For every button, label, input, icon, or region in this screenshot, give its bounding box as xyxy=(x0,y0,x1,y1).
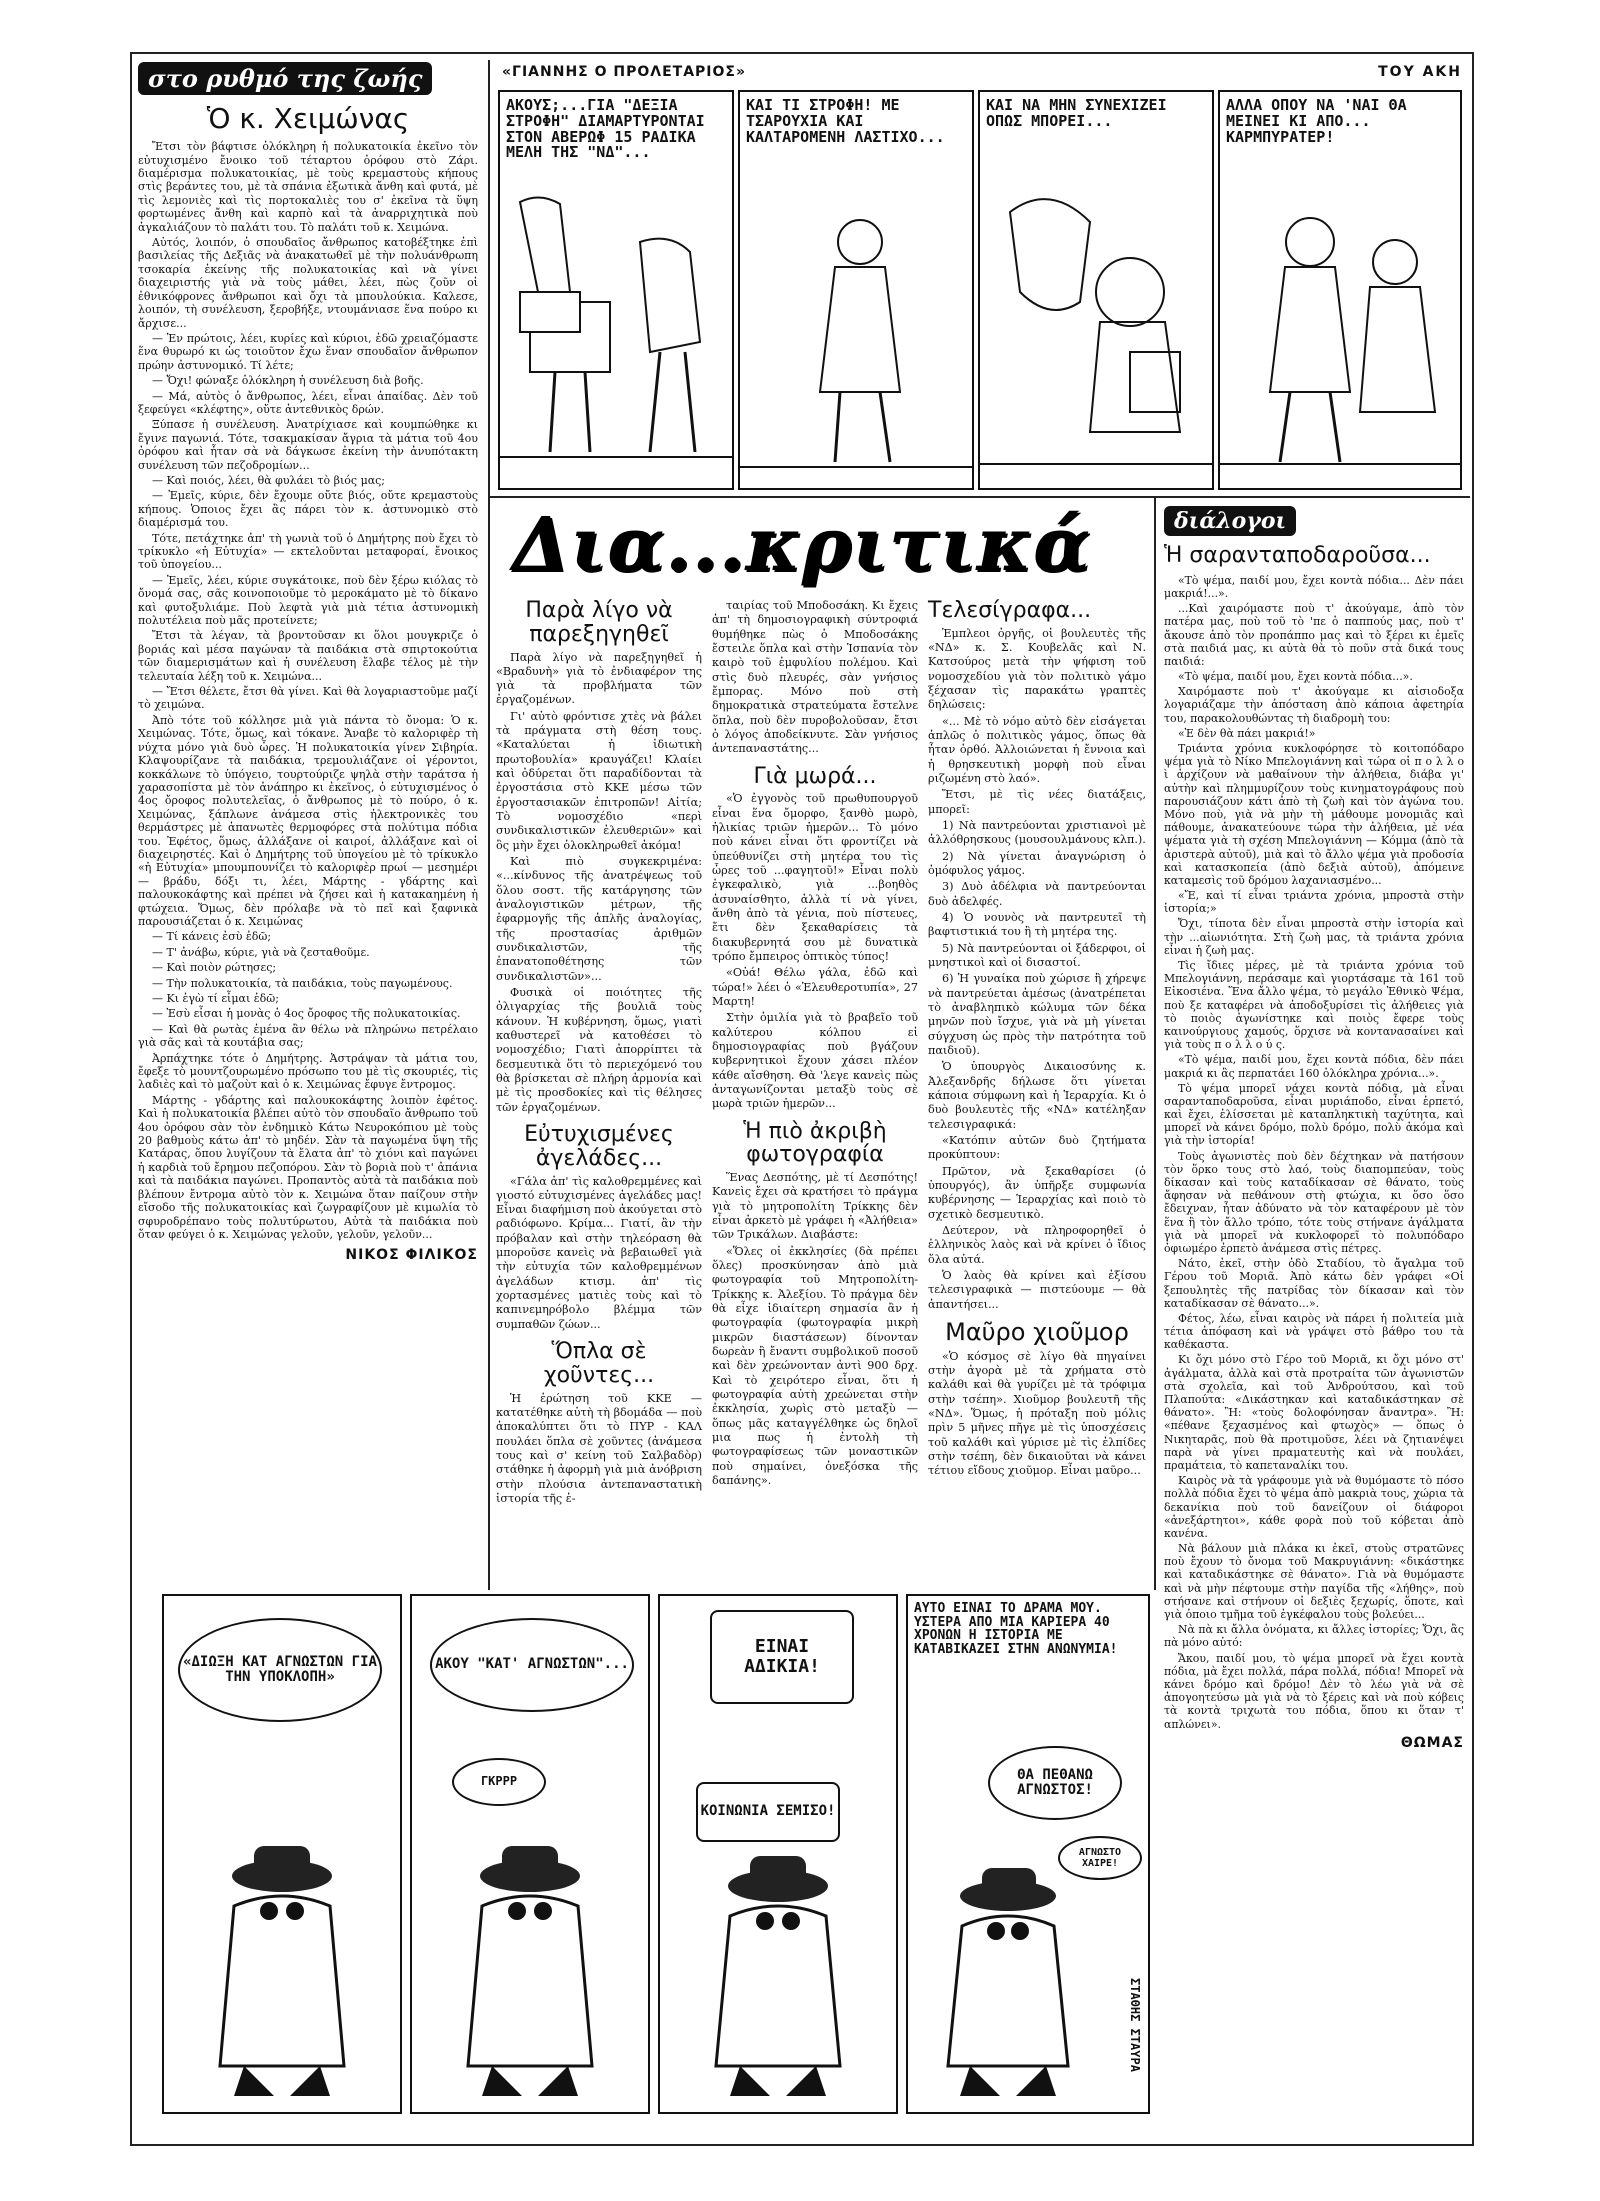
panel-2-caption: ΚΑΙ ΤΙ ΣΤΡΟΦΗ! ΜΕ ΤΣΑΡΟΥΧΙΑ ΚΑΙ ΚΑΛΤΑΡΟΜΕΝΗ ΛΑΣΤΙΧΟ... xyxy=(746,96,945,146)
paragraph: — Ἐμεῖς, λέει, κύριε συγκάτοικε, ποὺ δὲν ξέρω κιόλας τὸ ὄνομά σας, σᾶς κοινοποιοῦμε τὸ μεροκάματο μὲ τὸ δίκανο καὶ φυτοξυλιάμε. Ποὺ λεφτὰ γιὰ μιὰ τέτια ἀστυνομικὴ πολυτέλεια ποὺ μᾶς προτείνετε; xyxy=(138,573,478,628)
paragraph: «Ἔ, καὶ τί εἶναι τριάντα χρόνια, μπροστὰ στὴν ἱστορία;» xyxy=(1164,889,1464,916)
right-article-body xyxy=(1164,574,1464,1731)
panel-3-drawing xyxy=(980,92,1212,488)
strip-author: ΤΟΥ ΑΚΗ xyxy=(1378,64,1462,80)
strip-divider xyxy=(490,496,1470,498)
top-strip-panel-1 xyxy=(498,90,734,490)
paragraph: Μάρτης - γδάρτης καὶ παλουκοκάφτης λοιπὸν ἐφέτος. Καὶ ἡ πολυκατοικία βλέπει αὐτὸ τὸν σπουδαῖο ἄνθρωπο τοῦ 4ου ὀρόφου σὰν τὸν ἐνδημικὸ Κάτω Νευροκόπιου μὲ τοὺς 20 βαθμοὺς κάτω ἀπ' τὸ μηδέν. Σὰν τὰ παγωμένα ὕψη τῆς Κατάρας, ὅπου λυγίζουν τὰ ἔλατα ἀπ' τὸ χιόνι καὶ παγώνει ἡ καρδιὰ τοῦ ἔρημου πεζοπόρου. Σὰν τὸ βοριὰ ποὺ τ' ἀπάνια καὶ τὰ παιδάκια παγώνει. Προπαντὸς αὐτὰ τὰ παιδάκια ποὺ βλέπουν ἔντρομα αὐτὸ τὸν κ. Χειμώνα ὅταν παίζουν στὴν εἴσοδο τῆς πολυκατοικίας καὶ ζωγραφίζουν μὲ κιμωλία τὸ σφυροδρέπανο τοὺς πολυτύρωτου, Αὐτὰ τὰ παιδάκια ποὺ ὅταν φεύγει ὁ κ. Χειμώνας γελοῦν, γελοῦν, γελοῦν... xyxy=(138,1093,478,1241)
paragraph: — Καὶ ποιός, λέει, θὰ φυλάει τὸ βιός μας; xyxy=(152,473,386,487)
paragraph: — Τὴν πολυκατοικία, τὰ παιδάκια, τοὺς παγωμένους. xyxy=(152,976,453,990)
p4-spy-figure xyxy=(908,1596,1148,2112)
paragraph: — Τί κάνεις ἐσὺ ἐδῶ; xyxy=(152,930,272,944)
left-column-divider xyxy=(488,60,490,1590)
paragraph: «Οὐά! Θέλω γάλα, ἐδῶ καὶ τώρα!» λέει ὁ «Ἐλευθεροτυπία», 27 Μαρτη! xyxy=(712,966,918,1008)
top-strip-panel-2 xyxy=(738,90,974,490)
panel-4-drawing xyxy=(1220,92,1460,488)
paragraph: «Ὁ κόσμος σὲ λίγο θὰ πηγαίνει στὴν ἀγορὰ μὲ τὰ χρήματα στὸ καλάθι καὶ θὰ γυρίζει μὲ τὰ τρόφιμα στὴν τσέπη». Χιοῦμορ βουλευτῆ τῆς «ΝΔ». Ὅμως, ἡ πρόταξη ποὺ μόλις πρὶν 5 μῆνες πῆγε μὲ τὶς ὑποσχέσεις τοῦ καλάθι καὶ γύρισε μὲ τὶς ἐλπίδες στὴν τσέπη, δὲν δικαιοῦται νὰ κάνει τέτιου εἴδους χιοῦμορ. Εἶναι μαῦρο... xyxy=(928,1349,1146,1478)
col3-s2-body xyxy=(712,792,918,1111)
paragraph: — Τ' ἀνάβω, κύριε, γιὰ νὰ ζεσταθοῦμε. xyxy=(152,945,370,959)
panel-4-caption: ΑΛΛΑ ΟΠΟΥ ΝΑ 'ΝΑΙ ΘΑ ΜΕΙΝΕΙ ΚΙ ΑΠΟ... ΚΑΡΜΠΥΡΑΤΕΡ! xyxy=(1226,96,1407,146)
col2-s1-body xyxy=(496,651,702,1116)
col4-s2-title: Μαῦρο χιοῦμορ xyxy=(945,1317,1129,1346)
paragraph: — Καὶ θὰ ρωτὰς ἐμένα ἂν θέλω νὰ πληρώνω πετρέλαιο γιὰ σᾶς καὶ τὰ κουτάβια σας; xyxy=(138,1022,478,1050)
paragraph: Φέτος, λέω, εἶναι καιρὸς νὰ πάρει ἡ πολιτεία μιὰ τέτια ἀπόφαση καὶ νὰ γράψει στὸ βάθρο του τὰ καθέκαστα. xyxy=(1164,1311,1464,1352)
paragraph: Ὁ ὑπουργὸς Δικαιοσύνης κ. Ἀλεξανδρῆς δήλωσε ὅτι γίνεται κάποια σύμφωνη καὶ ἡ Ἱεραρχία. Κι ὁ δυὸ βουλευτὲς τῆς «ΝΔ» κατέληξαν τελεσιγραφικά: xyxy=(928,1060,1146,1131)
paragraph: Νὰ πὰ κι ἄλλα ὀνόματα, κι ἄλλες ἱστορίες; Ὄχι, ἂς πὰ μόνο αὐτό: xyxy=(1164,1623,1464,1650)
paragraph: «Κατόπιν αὐτῶν δυὸ ζητήματα προκύπτουν: xyxy=(928,1133,1146,1162)
p1-speech-bubble: «ΔΙΩΞΗ ΚΑΤ ΑΓΝΩΣΤΩΝ ΓΙΑ ΤΗΝ ΥΠΟΚΛΟΠΗ» xyxy=(178,1618,382,1722)
p2-spy-figure xyxy=(412,1596,648,2112)
paragraph: Καιρὸς νὰ τὰ γράφουμε γιὰ νὰ θυμόμαστε τὸ πόσο πολλὰ πόδια ἔχει τὸ ψέμα ἀπὸ μακριὰ τους, χώρια τὰ δεκανίκια ποὺ τοῦ δανείζουν οἱ διάφοροι «ἀνεξάρτητοι», κάθε φορὰ ποὺ τοῦ κόβεται ἀπὸ κανένα. xyxy=(1164,1474,1464,1540)
paragraph: 5) Νὰ παντρεύονται οἱ ξάδερφοι, οἱ μνηστικοὶ καὶ οἱ δισαστοί. xyxy=(928,941,1146,969)
paragraph: Δεύτερον, νὰ πληροφορηθεῖ ὁ ἑλληνικὸς λαὸς καὶ νὰ κρίνει ὁ ἴδιος ὅλα αὐτά. xyxy=(928,1223,1146,1266)
col4-s1-title: Τελεσίγραφα... xyxy=(928,598,1092,623)
col4 xyxy=(928,599,1146,1481)
newspaper-page xyxy=(130,52,1474,2146)
col2-s2-body xyxy=(496,1175,702,1333)
col3 xyxy=(712,599,918,1490)
paragraph: Νάτο, ἐκεῖ, στὴν ὁδὸ Σταδίου, τὸ ἄγαλμα τοῦ Γέρου τοῦ Μοριᾶ. Ἀπὸ κάτω δὲν γράφει «Οἱ ξεπουλητὲς τῆς πατρίδας τὸν δίκασαν καὶ τὸν καταδίκασαν σὲ θάνατο...». xyxy=(1164,1257,1464,1310)
banner xyxy=(512,502,1091,592)
paragraph: Τοὺς ἀγωνιστὲς ποὺ δὲν δέχτηκαν νὰ πατήσουν τὸν ὅρκο τους στὸ λαό, τοὺς διαπομπεύαν, τοὺς δίκασαν καὶ τοὺς καταδίκασαν σὲ θάνατο, τοὺς ἄφησαν νὰ πεθάνουν στὴ φτώχια, κι ὅσο ὅσο ἔδειχναν, ἦταν ἀδύνατο νὰ τὸν καταφέρουν μὲ τὸν ἕνα ἢ τὸν ἄλλο τρόπο, τότε τοὺς στήνανε ἀγάλματα γιὰ νὰ μπορεῖ νὰ κυκλοφορεῖ τὸ πολυπόδαρο ὀφιωμέρο ἐρπετὸ ἀνάμεσα στὶς πέτρες. xyxy=(1164,1149,1464,1255)
col3-s2-title: Γιὰ μωρά... xyxy=(753,763,877,789)
paragraph: Τὸ ψέμα μπορεῖ νάχει κοντὰ πόδια, μὰ εἶναι σαρανταποδαροῦσα, εἶναι μυριάποδο, εἶναι ἑρπετό, καὶ ἔχει, ἐλίσσεται μὲ καταπληκτικὴ ταχύτητα, καὶ μπορεῖ νὰ κάνει δρόμο, πολὺ δρόμο, πολὺ ἀκόμα καὶ γιὰ τὴν ἱστορία! xyxy=(1164,1081,1464,1148)
left-article-title: Ὁ κ. Χειμώνας xyxy=(206,102,410,135)
right-column-divider xyxy=(1154,498,1156,1590)
strip-title: «ΓΙΑΝΝΗΣ Ο ΠΡΟΛΕΤΑΡΙΟΣ» xyxy=(502,64,747,80)
paragraph: Τότε, πετάχτηκε ἀπ' τὴ γωνιὰ τοῦ ὁ Δημήτρης ποὺ ἔχει τὸ τρίκυκλο «ἡ Εὐτυχία» — εκτελοῦνται μεταφοραί, ἔνοικος τοῦ ὑπογείου... xyxy=(138,531,478,572)
paragraph: 6) Ἡ γυναίκα ποὺ χώρισε ἢ χήρεψε νὰ παντρεύεται ἀμέσως (ἀνατρέπεται τὸ ἀναβληπικὸ κώλυμα τῶν δέκα μηνῶν ποὺ ἴσχυε, γιὰ νὰ μὴ γίνεται σύγχυση ὡς πρὸς τὴν πατρότητα τοῦ παιδιοῦ). xyxy=(928,972,1146,1057)
paragraph: Χαιρόμαστε ποὺ τ' ἀκούγαμε κι αἰσιοδοξα λογαριάζαμε τὴν ἀπόσταση ἀπὸ κάποια ἀφετηρία του, παρακολουθώντας τὴ διαδρομὴ του: xyxy=(1164,685,1464,725)
left-article-signature: ΝΙΚΟΣ ΦΙΛΙΚΟΣ xyxy=(345,1247,478,1264)
paragraph: — Ἐσὺ εἶσαι ἡ μονὰς ὁ 4ος ὄροφος τῆς πολυκατοικίας. xyxy=(152,1007,461,1021)
paragraph: — Ἐν πρώτοις, λέει, κυρίες καὶ κύριοι, ἐδῶ χρειαζόμαστε ἕνα θυρωρό κι ὡς τοιοῦτον ἔχω ἕναν σπουδαῖον ἄνθρωπον πρώην ἀστυνομικό. Τί λέτε; xyxy=(138,331,478,372)
paragraph: — Ὄχι! φώναξε ὁλόκληρη ἡ συνέλευση διὰ βοῆς. xyxy=(152,374,424,388)
paragraph: Γι' αὐτὸ φρόντισε χτὲς νὰ βάλει τὰ πράγματα στὴ θέση τους. «Καταλύεται ἡ ἰδιωτικὴ πρωτοβουλία» κραυγάζει! Κλαίει καὶ ὀδύρεται ὅτι παραδίδονται τὰ ἐργοστάσια στὸ ΚΚΕ μέσω τῶν ἐργοστασιακῶν ἐπιτροπῶν! Αἰτία; Τὸ νομοσχέδιο «περὶ συνδικαλιστικῶν ἐλευθεριῶν» καὶ ὃς μὴν ἔχει ὁλοκληρωθεῖ ἀκόμα! xyxy=(496,709,702,852)
col2-s3-title: Ὅπλα σὲ χοῦντες... xyxy=(543,1339,655,1388)
paragraph: Ἀρπάχτηκε τότε ὁ Δημήτρης. Ἀστράψαν τὰ μάτια του, ἔφεξε τὸ μουντζουρωμένο πρόσωπο του μὲ τὶς σκουριές, τὶς λαδιὲς καὶ τὸ μαζοὺτ καὶ ὁ κ. Χειμώνας ἔφυγε ἔντρομος. xyxy=(138,1051,478,1092)
paragraph: Κι ὄχι μόνο στὸ Γέρο τοῦ Μοριᾶ, κι ὄχι μόνο στ' ἀγάλματα, ἀλλὰ καὶ στὰ προτραίτα τῶν ἀγωνιστῶν στὰ σχολεῖα, καὶ τοῦ Ἀνδρούτσου, καὶ τοῦ Πλαπούτα: «Δικάστηκαν καὶ καταδικάστηκαν σὲ θάνατο». Ἢ: «τοὺς δολοφόνησαν ἄναντρα». Ἢ: «πέθανε ξεχασμένος καὶ φτωχὸς» — ὅπως ὁ Νικηταρᾶς, ποὺ θὰ προτιμοῦσε, λέει νὰ ζητιανέψει παρὰ νὰ γίνει πραματευτὴς καὶ νὰ πουλάει, πραμάτεια, τὸ καπεταναλίκι του. xyxy=(1164,1353,1464,1472)
paragraph: Ἡ ἐρώτηση τοῦ ΚΚΕ — κατατέθηκε αὐτὴ τὴ βδομάδα — ποὺ ἀποκαλύπτει ὅτι τὸ ΠΥΡ - ΚΑΛ πουλάει ὅπλα σὲ χοῦντες (ἀνάμεσα τους καὶ σ' κείνη τοῦ Σαλβαδὸρ) στάθηκε ἡ ἀφορμὴ γιὰ μιὰ ἀνόβριση στὴν πλούσια ἀντεπαναστατικὴ ἱστορία τῆς ἑ- xyxy=(496,1391,702,1505)
col4-s1-body xyxy=(928,627,1146,1312)
right-kicker: διάλογοι xyxy=(1164,506,1296,536)
paragraph: — Ἔτσι θέλετε, ἔτσι θὰ γίνει. Καὶ θὰ λογαριαστοῦμε μαζί τὸ χειμώνα. xyxy=(138,685,478,712)
top-strip-panel-3 xyxy=(978,90,1214,490)
paragraph: Ὄχι, τίποτα δὲν εἶναι μπροστὰ στὴν ἱστορία καὶ τὴν ...αἰωνιότητα. Στὴ ζωὴ μας, τὰ τριάντα χρόνια εἶναι ἡ ζωὴ μας. xyxy=(1164,917,1464,957)
paragraph: «... Μὲ τὸ νόμο αὐτὸ δὲν εἰσάγεται ἁπλῶς ὁ πολιτικὸς γάμος, ὅπως θὰ ἦταν ὀρθό. Ἀλλοιώνεται ἡ ἔννοια καὶ ἡ θρησκευτικὴ μορφὴ ποὺ εἶναι ριζωμένη στὸ λαό». xyxy=(928,714,1146,786)
paragraph: ...Καὶ χαιρόμαστε ποὺ τ' ἀκούγαμε, ἀπὸ τὸν πατέρα μας, ποὺ τοῦ τὸ 'πε ὁ παππούς μας, ποὺ τ' ἄκουσε ἀπὸ τὸν προπάππο μας καὶ τὸ ξέρει κι ἐμεῖς στὰ παιδιά μας, κι αὐτὰ θὰ τὸ ποῦν στὰ δικά τους παιδιά: xyxy=(1164,602,1464,668)
col2-s1-title: Παρὰ λίγο νὰ παρεξηγηθεῖ xyxy=(525,598,673,647)
paragraph: Ἕνας Δεσπότης, μὲ τί Δεσπότης! Κανεὶς ἔχει σὰ κρατήσει τὸ πράγμα γιὰ τὸ μητροπολίτη Τρίκκης δὲν εἶναι ἀρκετὸ μὲ γράφει ἡ «Ἀλήθεια» τῶν Τρικάλων. Διαβάστε: xyxy=(712,1171,918,1242)
col4-s2-body xyxy=(928,1350,1146,1479)
paragraph: «Ἐ δὲν θὰ πάει μακριά!» xyxy=(1178,726,1316,740)
col3-s3-body xyxy=(712,1171,918,1488)
p4-speech-bubble: ΘΑ ΠΕΘΑΝΩ ΑΓΝΩΣΤΟΣ! xyxy=(988,1746,1122,1820)
paragraph: 1) Νὰ παντρεύονται χριστιανοὶ μὲ ἀλλόθρησκους (μουσουλμάνους κλπ.). xyxy=(928,819,1146,847)
paragraph: Αὐτός, λοιπόν, ὁ σπουδαῖος ἄνθρωπος κατοβέξτηκε ἐπὶ βασιλείας τῆς Δεξιᾶς νὰ ἀνακατωθεῖ μὲ τὴν πολυάνθρωπη τσοκαρία ἐκείνης τῆς πολυκατοικίας καὶ νὰ γίνει διαχειριστής γιὰ νὰ τοὺς μάθει, λέει, πὼς ζοῦν οἱ ἐθνικόφρονες ἄνθρωποι καὶ ὄχι τὰ μπουλούκια. Καλεσε, λοιπόν, τὴ συνέλευση, ξεροβήξε, ντουμάνιασε ἕνα πούρο κι ἄρχισε... xyxy=(138,236,478,330)
paragraph: Παρὰ λίγο νὰ παρεξηγηθεῖ ἡ «Βραδυνὴ» γιὰ τὸ ἐνδιαφέρον της γιὰ τὰ προβλήματα τῶν ἐργαζομένων. xyxy=(496,650,702,707)
paragraph: 2) Νὰ γίνεται ἀναγνώριση ὁ ὁμόφυλος γάμος. xyxy=(928,849,1146,877)
panel-1-drawing xyxy=(500,92,732,488)
p4-speech-bubble-2: ΑΓΝΩΣΤΟ ΧΑΙΡΕ! xyxy=(1058,1836,1142,1880)
col2-s3-body xyxy=(496,1392,702,1507)
paragraph: Πρῶτον, νὰ ξεκαθαρίσει (ὁ ὑπουργός), ἂν ὑπῆρξε συμφωνία κυβέρνησης — Ἱεραρχίας καὶ ποιὸ τὸ σχετικὸ δεσμευτικὸ. xyxy=(928,1164,1146,1221)
top-strip-panel-4 xyxy=(1218,90,1462,490)
right-article-title: Ἡ σαρανταποδαροῦσα... xyxy=(1164,543,1431,568)
paragraph: Καὶ πιὸ συγκεκριμένα: «...κίνδυνος τῆς ἀνατρέψεως τοῦ ὅλου σοστ. τῆς κατάργησης τῶν ἀναλογιστικῶν μέτρων, τῆς ἐφαρμογῆς τῆς ἁπλῆς ἀναλογίας, τῆς προστασίας ἀριθμῶν συνδικαλιστῶν, τῆς ἐπανατοποθέτησης τῶν συνδικαλιστῶν»... xyxy=(496,855,702,983)
panel-3-caption: ΚΑΙ ΝΑ ΜΗΝ ΣΥΝΕΧΙΖΕΙ ΟΠΩΣ ΜΠΟΡΕΙ... xyxy=(986,96,1167,130)
bottom-comic-strip xyxy=(162,1594,1148,2114)
bottom-strip-panel-4 xyxy=(906,1594,1150,2114)
bottom-strip-panel-3 xyxy=(658,1594,898,2114)
paragraph: «Γάλα ἀπ' τὶς καλοθρεμμένες καὶ γιοστό εὐτυχισμένες ἀγελάδες μας! Εἶναι διαφήμιση ποὺ ἀκούγεται στὸ ραδιόφωνο. Κρίμα... Γιατί, ἂν τὴν πρόβαλαν καὶ στὴν τηλεόραση θὰ μποροῦσε κανεὶς νὰ βεβαιωθεῖ γιὰ τὴν εὐτυχία τῶν καλοθρεμμένων ἀγελάδων κτισμ. ἀπ' τὶς χορτασμένες ματιὲς τοὺς καὶ τὸ καπινεμηρόβολο βλέμμα τῶν συμπαθῶν ζώων... xyxy=(496,1174,702,1331)
col2 xyxy=(496,599,702,1508)
p3-speech-bubble-2: ΚΟΙΝΩΝΙΑ ΣΕΜΙΣΟ! xyxy=(696,1782,840,1842)
p2-speech-bubble-2: ΓΚΡΡΡ xyxy=(452,1758,546,1806)
col3-s3-title: Ἡ πιὸ ἀκριβὴ φωτογραφία xyxy=(743,1118,887,1168)
artist-signature: ΣΤΑΘΗΣ ΣΤΑΥΡΑ xyxy=(1128,1978,1142,2072)
p3-spy-figure xyxy=(660,1596,896,2112)
p3-speech-bubble: ΕΙΝΑΙ ΑΔΙΚΙΑ! xyxy=(710,1610,854,1704)
column-kicker-left xyxy=(138,62,432,95)
col3-s1-body xyxy=(712,599,918,757)
paragraph: Ξύπασε ἡ συνέλευση. Ἀνατρίχιασε καὶ κουμπώθηκε κι ἔγινε παγωνιά. Τότε, τσακμακίσαν ἄγρια τὰ μάτια τοῦ 4ου ὀρόφου καὶ ἦταν σὰ νὰ δάγκωσε ἐκείνη τὴν ἀνυπότακτη συνέλευση τῶν πεζοδρομίων... xyxy=(138,418,478,472)
paragraph: ταιρίας τοῦ Μποδοσάκη. Κι ἔχεις ἀπ' τὴ δημοσιογραφικὴ σύντροφιά θυμήθηκε πὼς ὁ Μποδοσάκης ἔστειλε ὅπλα καὶ στὴν Ἱσπανία τὸν καιρὸ τοῦ ἐμφυλίου πολέμου. Καὶ στὶς δυὸ πλευρές, σὰν γνήσιος ἔμπορας. Μόνο ποὺ στὴ δημοκρατικὰ στρατεύματα ἔστελνε ὅπλα, ποὺ δὲν πυροβολοῦσαν, ἔτσι ὁ λόγος ἀποδείκνυτε. Σὰν γνήσιος ἀντεπαναστάτης... xyxy=(712,599,918,756)
paragraph: «Τὸ ψέμα, παιδί μου, ἔχει κοντὰ πόδια... Δὲν πάει μακριά!...». xyxy=(1164,573,1464,600)
bottom-strip-panel-2 xyxy=(410,1594,650,2114)
paragraph: «Ὁ ἐγγονὸς τοῦ πρωθυπουργοῦ εἶναι ἕνα ὄμορφο, ξανθὸ μωρὸ, ἡλικίας τριῶν ἡμερῶν... Τὸ μόνο ποὺ κάνει εἶναι ὅτι φροντίζει νὰ ὑπεύθυνίζει στὴ μητέρα του τὶς ὧρες τοῦ ...φαγητοῦ!» Εἶναι πολὺ ἐγκεφαλικὸ, γιὰ ...βοηθὸς ἀσυναίσθητο, ἀλλὰ τί νὰ γίνει, ἄνθη ἀπὸ τὰ γένια, ποὺ πίστευες, ἔτι δὲν ξεκαθαρίσεις τὰ διακυβερνητά σου μὲ δυνατικὰ τρόπο ἔμπειρος ὀπτικὸς τύπος! xyxy=(712,792,918,963)
paragraph: Ἔτσι, μὲ τὶς νέες διατάξεις, μπορεῖ: xyxy=(928,788,1146,816)
right-article xyxy=(1164,506,1464,1751)
paragraph: Φυσικὰ οἱ ποιότητες τῆς ὀλιγαρχίας τῆς βουλιᾶ τοὺς κάνουν. Ἡ κυβέρνηση, ὅμως, γιατὶ καθυστερεῖ νὰ κατοθέσει τὸ νομοσχέδιο; Γιατὶ ἀπορρίπτει τὰ δεσμευτικὰ ὅτι τὸ περιεχόμενό του θὰ βρίσκεται σὲ πλήρη ἁρμονία καὶ μὲ τὶς προσδοκίες καὶ τὶς θέλησες τῶν ἐργαζομένων. xyxy=(496,986,702,1114)
paragraph: — Ἐμεῖς, κύριε, δὲν ἔχουμε οὔτε βιός, οὔτε κρεμαστοὺς κήπους. Ὁποιος ἔχει ἂς πάρει τὸν κ. ἀστυνομικὸ στὸ διαμέρισμά του. xyxy=(138,489,478,530)
left-article-body xyxy=(138,140,478,1241)
left-article xyxy=(138,100,478,1263)
p4-caption: ΑΥΤΟ ΕΙΝΑΙ ΤΟ ΔΡΑΜΑ ΜΟΥ. ΥΣΤΕΡΑ ΑΠΟ ΜΙΑ ΚΑΡΙΕΡΑ 40 ΧΡΟΝΩΝ Η ΙΣΤΟΡΙΑ ΜΕ ΚΑΤΑΒΙΚΑΖΕΙ ΣΤΗΝ ΑΝΩΝΥΜΙΑ! xyxy=(914,1601,1118,1657)
bottom-strip-panel-1 xyxy=(162,1594,402,2114)
paragraph: Ἔτσι τὸν βάφτισε ὁλόκληρη ἡ πολυκατοικία ἐκεῖνο τὸν εὐτυχισμένο ἔνοικο τοῦ τέταρτου ὀρόφου στὸ Ζάρι. διαμέρισμα πολυκατοικίας, μὲ τοὺς κρεμαστοὺς κήπους στὶς βεράντες του, μὲ τὰ σπάνια ἐξωτικὰ ἄνθη καὶ φυτά, μὲ τὶς λεμονιὲς καὶ τὶς πορτοκαλιὲς του σ' ἐκεῖνα τὰ ὕψη φορτωμένες ἄνθη καὶ καρπὸ καὶ τὰ ἀναρριχητικὰ ποὺ ἀγκαλιάζουν τὸ παλάτι του. Τὸ παλάτι τοῦ κ. Χειμώνα. xyxy=(138,140,478,234)
top-comic-strip xyxy=(498,90,1462,490)
paragraph: Ἄκου, παιδί μου, τὸ ψέμα μπορεῖ νὰ ἔχει κοντὰ πόδια, μὰ ἔχει πολλά, πάρα πολλά, πόδια! Μπορεῖ νὰ κάνει δρόμο καὶ δρόμο! Δὲν τὸ λέω γιὰ νὰ σὲ ἀπογοητεύσω μὰ γιὰ νὰ τὸ ξέρεις καὶ νὰ ποὺ κόβεις τὰ κοντὰ τριχωτὰ του πόδια, ὅπου κι ὅταν τ' απλώνει». xyxy=(1164,1651,1464,1731)
right-article-signature: ΘΩΜΑΣ xyxy=(1400,1734,1464,1751)
paragraph: 4) Ὁ νουνὸς νὰ παντρευτεῖ τὴ βαφτιστικιά του ἢ τὴ μητέρα της. xyxy=(928,910,1146,939)
paragraph: — Μά, αὐτὸς ὁ ἄνθρωπος, λέει, εἶναι ἀπαίδας. Δὲν τοῦ ξεφεύγει «κλέφτης», οὔτε ἀντεθνικὸς δρών. xyxy=(138,389,478,416)
p1-spy-figure xyxy=(164,1596,400,2112)
panel-1-caption: ΑΚΟΥΣ;...ΓΙΑ "ΔΕΞΙΑ ΣΤΡΟΦΗ" ΔΙΑΜΑΡΤΥΡΟΝΤΑΙ ΣΤΟΝ ΑΒΕΡΩΦ 15 ΡΑΔΙΚΑ ΜΕΛΗ ΤΗΣ "ΝΔ"... xyxy=(506,96,705,162)
paragraph: Ἀπὸ τότε τοῦ κόλλησε μιὰ γιὰ πάντα τὸ ὄνομα: Ὁ κ. Χειμώνας. Τότε, ὅμως, καὶ τόκανε. Ἄναβε τὸ καλοριφὲρ τὴ νύχτα μόνο γιὰ δυὸ ὧρες. Ἡ πολυκατοικία γίνεν Σιβηρία. Κλαψουρίζανε τὰ παιδάκια, τρεμουλιάζανε οἱ γέροντοι, κοκκάλωνε τὸ ὑπόγειο, τουρτούριζε ψηλὰ στὴν ταράτσα ἡ χαρασοπίστα μὲ τὸν ἀνάπηρο κι ἐκεῖνος, ὁ εὐτυχισμένος ὁ 4ος ὄροφος πολυτελεῖας, ὁ ἄνθρωπος μὲ τὸ πούρο, ὁ κ. Χειμώνας, ξάπλωνε ἀνάμεσα στὶς ἠλεκτρονικὲς του θερμάστρες μὲ ἀπανωτὲς θερμοφόρες στὰ πολύτιμα πόδια του. Ἐφέτος, ὅμως, ἀλλάξανε οἱ καιροί, ἀλλάξανε καὶ οἱ διαχειρηστές. Καὶ ὁ Δημήτρης τοῦ ὑπογείου μὲ τὸ τρίκυκλο «ἡ Εὐτυχία» μπουμπουνίζει τὸ καλοριφὲρ πρωί — μεσημέρι — βράδυ, δόξι τι, λέει, Μάρτης - γδάρτης καὶ παλουκοκάφτης καὶ πρέπει νὰ ζήσει καὶ ἡ κατακαημένη ἡ φτώχεια. Ὅμως, δὲν πρόλαβε νὰ τὸ πεῖ καὶ ξαφνικὰ παρουσιάζεται ὁ κ. Χειμώνας xyxy=(138,713,478,928)
paragraph: «Τὸ ψέμα, παιδί μου, ἔχει κοντὰ πόδια...». xyxy=(1178,670,1413,684)
column-kicker-label: στο ρυθμό της ζωής xyxy=(138,62,432,95)
col2-s2-title: Εὐτυχισμένες ἀγελάδες... xyxy=(524,1122,674,1171)
paragraph: Τὶς ἴδιες μέρες, μὲ τὰ τριάντα χρόνια τοῦ Μπελογιάννη, περάσαμε καὶ γιορτάσαμε τὰ 161 τοῦ Εἰκοσιένα. Ἕνα ἄλλο ψέμα, τὸ μεγάλο Ἐθνικὸ Ψέμα, ποὺ ξε καταφέρει νὰ ἀποδοξυρίσει τὶς ἀλήθειες γιὰ τὸ ποιὸς ἀγωνίστηκε καὶ ποιὸς ἔφερε τοὺς καινούργιους χαμούς, ὅρχισε νὰ κοντανασαίνει καὶ γιὰ τοὺς π ο λ λ ο ύ ς. xyxy=(1164,959,1464,1052)
paragraph: — Καὶ ποιὸν ρώτησες; xyxy=(152,961,277,975)
panel-2-drawing xyxy=(740,92,972,488)
paragraph: Ἐμπλεοι ὀργῆς, οἱ βουλευτὲς τῆς «ΝΔ» κ. Σ. Κουβελᾶς καὶ Ν. Κατσούρος μετὰ τὴν ψήφιση τοῦ νομοσχεδίου γιὰ τὸν πολιτικὸ γάμο ξέχασαν τὶς παρακάτω γραπτὲς δηλώσεις: xyxy=(928,626,1146,712)
banner-title: Δια...κριτικά xyxy=(512,502,1091,588)
paragraph: «Ὅλες οἱ ἐκκλησίες (δὰ πρέπει ὅλες) προσκύνησαν ἀπὸ μιὰ φωτογραφία τοῦ Μητροπολίτη-Τρίκκης κ. Ἀλεξίου. Τὸ πράγμα δὲν θὰ εἶχε ἰδιαίτερη σημασία ἂν ἡ φωτογραφία (φωτογραφία μικρὴ μικρῶν διαστάσεων) δίνονταν δωρεὰν ἢ ἔναντι συμβολικοῦ ποσοῦ καὶ δὲν χρεώνονταν ἀντὶ 900 δρχ. Καὶ τὸ χειρότερο εἶναι, ὅτι ἡ φωτογραφία αὐτὴ χρεώνεται στὴν ἐκκλησία, χωρὶς στὸ μεταξὺ — ὅπως μᾶς καταγγέλθηκε ὡς δηλοῖ μια πως ἡ ἐντολὴ τὴ φωτογραφίσεως τῶν μοναστικῶν ποὺ σημαίνει, ὀνεξόσκα τῆς δαπάνης». xyxy=(712,1244,918,1487)
paragraph: «Τὸ ψέμα, παιδί μου, ἔχει κοντὰ πόδια, δὲν πάει μακριά κι ἂς περπατάει 160 ὁλόκληρα χρόνια...». xyxy=(1164,1053,1464,1080)
paragraph: 3) Δυὸ ἀδέλφια νὰ παντρεύονται δυὸ ἀδελφές. xyxy=(928,880,1146,908)
paragraph: Τριάντα χρόνια κυκλοφόρησε τὸ κοιτοπόδαρο ψέμα γιὰ τὸ Νίκο Μπελογιάννη καὶ τώρα οἱ π ο λ λ ο ὶ ἀρχίζουν νὰ μαθαίνουν τὴν ἀλήθεια, διάβα γι' αὐτὴν καὶ πλημμυρίζουν τοὺς κινηματογράφους ποὺ παρουσιάζουν κάτι ἀπὸ τὴ ζωὴ καὶ τὸν ἀγώνα του. Μόνο ποὺ, γιὰ νὰ μὴν τὴ μάθουμε μονομιᾶς καὶ πάθουμε, ἀνακατεύουνε τώρα τὴν ἀλήθεια, μὲ νέα ψέματα γιὰ τὴ σχέση Μπελογιάννη — Κόμμα (ἀπὸ τὰ ἀριστερὰ αὐτοῦ), μιὰ καὶ τὸ ἄλλο ψέμα γιὰ προδοσία καὶ κατασκοπεία (ἀπὸ δεξιὰ αὐτοῦ), ἀπόμεινε καταμεσὶς τοῦ δρόμου λαχανιασμένο... xyxy=(1164,742,1464,887)
paragraph: Στὴν ὁμιλία γιὰ τὸ βραβεῖο τοῦ καλύτερου κόλπου εἰ δημοσιογραφίας ποὺ βγάζουν κυβερνητικοὶ ἔχουν χάσει πλέον κάθε αἴσθηση. Θὰ 'λεγε κανεὶς πὼς ἀνταγωνίζονται μεταξὺ τοὺς σὲ μωρὰ τριῶν ἡμερῶν... xyxy=(712,1011,918,1111)
p2-speech-bubble: ΑΚΟΥ "ΚΑΤ' ΑΓΝΩΣΤΩΝ"... xyxy=(430,1618,634,1712)
paragraph: Ἔτσι τὰ λέγαν, τὰ βροντοῦσαν κι ὅλοι μουγκριζε ὁ βοριάς καὶ μέσα παγώναν τὰ παιδάκια στὰ σπιρτοκούτια τῶν διαμερισμάτων καὶ ἡ συνέλευση ἔλαβε τέλος μὲ τὴν τελευταία λέξη τοῦ κ. Χειμώνα... xyxy=(138,629,478,683)
paragraph: — Κι ἐγὼ τί εἶμαι ἐδῶ; xyxy=(152,992,279,1006)
paragraph: Νὰ βάλουν μιὰ πλάκα κι ἐκεῖ, στοὺς στρατῶνες ποὺ ἔχουν τὸ ὄνομα τοῦ Μακρυγιάννη: «δικάστηκε καὶ καταδικάστηκε σὲ θάνατο». Γιὰ νὰ θυμόμαστε καὶ νὰ μὴν πέφτουμε στὴν παγίδα τῆς «λήθης», ποὺ στήσανε καὶ στήνουν οἱ δεξιὲς ξεχωρίς, ὅποτε, καὶ γιὰ ὁποιο τμῆμα τοῦ ἐγκέφαλου τοὺς βολεύει... xyxy=(1164,1542,1464,1621)
paragraph: Ὁ λαὸς θὰ κρίνει καὶ ἐξίσου τελεσιγραφικὰ — πιστεύουμε — θὰ ἀπαντήσει... xyxy=(928,1268,1146,1311)
